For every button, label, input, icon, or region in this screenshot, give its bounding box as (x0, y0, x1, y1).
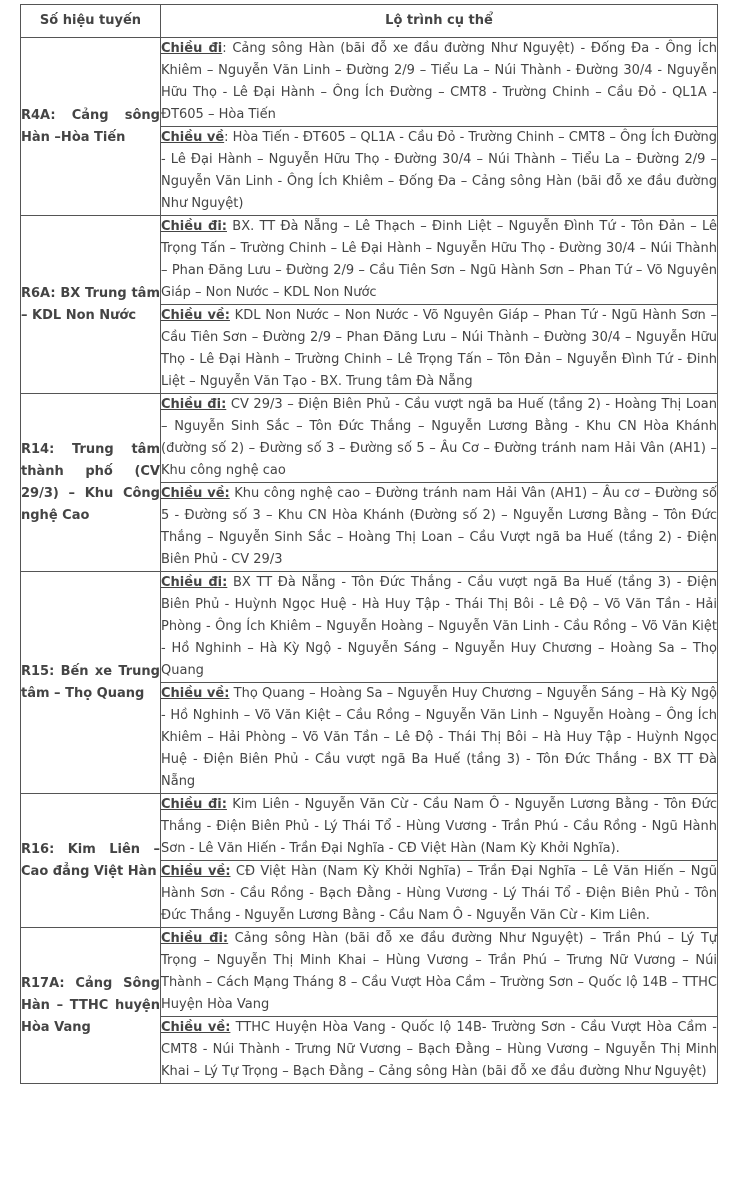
route-code-cell: R17A: Cảng Sông Hàn – TTHC huyện Hòa Vang (21, 928, 161, 1084)
return-label: Chiều về: (161, 486, 230, 501)
table-row (21, 394, 718, 483)
outbound-cell (161, 928, 718, 1017)
return-cell (161, 127, 718, 216)
outbound-text: BX TT Đà Nẵng - Tôn Đức Thắng - Cầu vượt ngã Ba Huế (tầng 3) - Điện Biên Phủ - Huỳnh Ngọc Huệ - Hà Huy Tập - Thái Thị Bôi - Lê Độ – Võ Văn Tần - Hải Phòng - Ông Ích Khiêm – Nguyễn Hoàng – Nguyễn Văn Linh - Cầu Rồng – Võ Văn Kiệt - Hồ Nghinh – Hà Kỳ Ngộ - Nguyễn Sáng – Nguyễn Huy Chương – Hoàng Sa – Thọ Quang (161, 575, 718, 678)
return-cell (161, 1017, 718, 1084)
return-label: Chiều về: (161, 308, 230, 323)
return-text: Thọ Quang – Hoàng Sa – Nguyễn Huy Chương – Nguyễn Sáng – Hà Kỳ Ngộ - Hồ Nghinh – Võ Văn Kiệt – Cầu Rồng – Nguyễn Văn Linh – Nguyễn Hoàng – Ông Ích Khiêm – Hải Phòng – Võ Văn Tần – Lê Độ - Thái Thị Bôi – Hà Huy Tập - Huỳnh Ngọc Huệ - Điện Biên Phủ - Cầu vượt ngã Ba Huế (tầng 3) - Tôn Đức Thắng - BX TT Đà Nẵng (161, 686, 718, 789)
table-row (21, 572, 718, 683)
return-cell (161, 305, 718, 394)
outbound-text: CV 29/3 – Điện Biên Phủ - Cầu vượt ngã ba Huế (tầng 2) - Hoàng Thị Loan – Nguyễn Sinh Sắc – Tôn Đức Thắng – Nguyễn Lương Bằng - Khu CN Hòa Khánh (đường số 2) – Đường số 3 – Đường số 5 – Âu Cơ – Đường tránh nam Hải Vân (AH1) – Khu công nghệ cao (161, 397, 718, 478)
return-text: Khu công nghệ cao – Đường tránh nam Hải Vân (AH1) – Âu cơ – Đường số 5 - Đường số 3 – Khu CN Hòa Khánh (Đường số 2) – Nguyễn Lương Bằng – Tôn Đức Thắng – Nguyễn Sinh Sắc – Hoàng Thị Loan – Cầu Vượt ngã ba Huế (tầng 2) - Điện Biên Phủ - CV 29/3 (161, 486, 717, 567)
outbound-label: Chiều đi: (161, 397, 227, 412)
return-label: Chiều về: (161, 864, 231, 879)
outbound-cell (161, 394, 718, 483)
table-header-row (21, 5, 718, 38)
return-text: : Hòa Tiến - ĐT605 – QL1A - Cầu Đỏ - Trường Chinh – CMT8 – Ông Ích Đường - Lê Đại Hành – Nguyễn Hữu Thọ - Đường 30/4 – Núi Thành – Tiểu La – Đường 2/9 – Nguyễn Văn Linh - Ông Ích Khiêm – Đống Đa – Cảng sông Hàn (bãi đỗ xe đầu đường Như Nguyệt) (161, 130, 718, 211)
table-row (21, 216, 718, 305)
return-cell (161, 483, 718, 572)
route-table-container (20, 4, 717, 1084)
route-code-cell: R14: Trung tâm thành phố (CV 29/3) – Khu Công nghệ Cao (21, 394, 161, 572)
outbound-cell (161, 38, 718, 127)
outbound-label: Chiều đi: (161, 575, 228, 590)
outbound-label: Chiều đi: (161, 931, 229, 946)
return-label: Chiều về: (161, 1020, 231, 1035)
outbound-text: Cảng sông Hàn (bãi đỗ xe đầu đường Như Nguyệt) – Trần Phú – Lý Tự Trọng – Nguyễn Thị Minh Khai – Hùng Vương – Trần Phú – Trưng Nữ Vương – Núi Thành – Cách Mạng Tháng 8 – Cầu Vượt Hòa Cầm – Trường Sơn – Quốc lộ 14B – TTHC Huyện Hòa Vang (161, 931, 718, 1012)
return-text: CĐ Việt Hàn (Nam Kỳ Khởi Nghĩa) – Trần Đại Nghĩa – Lê Văn Hiến – Ngũ Hành Sơn - Cầu Rồng - Bạch Đằng - Hùng Vương - Lý Thái Tổ - Điện Biên Phủ - Tôn Đức Thắng - Nguyễn Lương Bằng - Cầu Nam Ô - Nguyễn Văn Cừ - Kim Liên. (161, 864, 717, 923)
table-row (21, 794, 718, 861)
return-text: TTHC Huyện Hòa Vang - Quốc lộ 14B- Trường Sơn - Cầu Vượt Hòa Cầm - CMT8 - Núi Thành - Trưng Nữ Vương – Bạch Đằng – Hùng Vương – Nguyễn Thị Minh Khai – Lý Tự Trọng – Bạch Đằng – Cảng sông Hàn (bãi đỗ xe đầu đường Như Nguyệt) (161, 1020, 717, 1079)
header-route-code: Số hiệu tuyến (21, 5, 161, 38)
return-label: Chiều về (161, 130, 225, 145)
outbound-cell (161, 216, 718, 305)
outbound-cell (161, 794, 718, 861)
return-cell (161, 683, 718, 794)
outbound-cell (161, 572, 718, 683)
route-code-cell: R16: Kim Liên – Cao đẳng Việt Hàn (21, 794, 161, 928)
return-label: Chiều về: (161, 686, 230, 701)
return-text: KDL Non Nước – Non Nước - Võ Nguyên Giáp – Phan Tứ - Ngũ Hành Sơn – Cầu Tiên Sơn – Đường 2/9 – Phan Đăng Lưu – Núi Thành – Đường 30/4 – Nguyễn Hữu Thọ - Lê Đại Hành – Trường Chinh – Lê Trọng Tấn – Tôn Đản – Nguyễn Đình Tứ - Đinh Liệt – Nguyễn Văn Tạo - BX. Trung tâm Đà Nẵng (161, 308, 717, 389)
table-row (21, 38, 718, 127)
table-row (21, 928, 718, 1017)
outbound-text: BX. TT Đà Nẵng – Lê Thạch – Đinh Liệt – Nguyễn Đình Tứ - Tôn Đản – Lê Trọng Tấn – Trường Chinh – Lê Đại Hành – Nguyễn Hữu Thọ - Đường 30/4 – Núi Thành – Phan Đăng Lưu – Đường 2/9 – Cầu Tiên Sơn – Ngũ Hành Sơn – Phan Tứ – Võ Nguyên Giáp – Non Nước – KDL Non Nước (161, 219, 717, 300)
header-route-itinerary: Lộ trình cụ thể (161, 5, 718, 38)
outbound-text: Kim Liên - Nguyễn Văn Cừ - Cầu Nam Ô - Nguyễn Lương Bằng - Tôn Đức Thắng - Điện Biên Phủ - Lý Thái Tổ - Hùng Vương - Trần Phú - Cầu Rồng - Ngũ Hành Sơn - Lê Văn Hiến - Trần Đại Nghĩa - CĐ Việt Hàn (Nam Kỳ Khởi Nghĩa). (161, 797, 717, 856)
outbound-label: Chiều đi: (161, 797, 227, 812)
outbound-label: Chiều đi (161, 41, 223, 56)
route-code-cell: R15: Bến xe Trung tâm – Thọ Quang (21, 572, 161, 794)
outbound-label: Chiều đi: (161, 219, 227, 234)
route-code-cell: R6A: BX Trung tâm – KDL Non Nước (21, 216, 161, 394)
bus-route-table (20, 4, 718, 1084)
outbound-text: : Cảng sông Hàn (bãi đỗ xe đầu đường Như Nguyệt) - Đống Đa - Ông Ích Khiêm – Nguyễn Văn Linh – Đường 2/9 – Tiểu La – Núi Thành - Đường 30/4 - Nguyễn Hữu Thọ - Lê Đại Hành – Ông Ích Đường – CMT8 - Trường Chinh – Cầu Đỏ - QL1A - ĐT605 – Hòa Tiến (161, 41, 717, 122)
route-code-cell: R4A: Cảng sông Hàn –Hòa Tiến (21, 38, 161, 216)
return-cell (161, 861, 718, 928)
